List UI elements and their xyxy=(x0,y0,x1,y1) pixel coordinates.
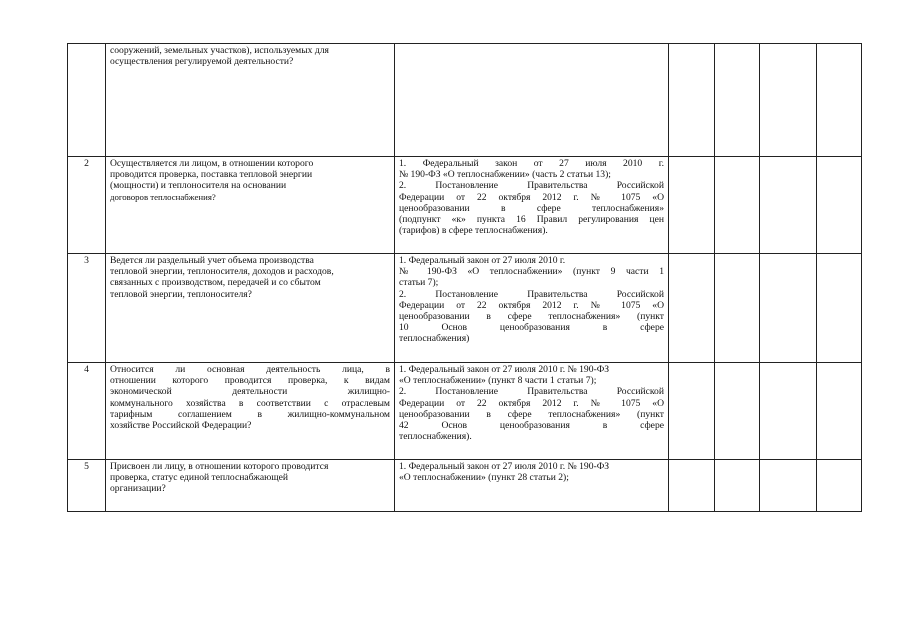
table-row xyxy=(68,157,862,254)
answer-na-cell[interactable] xyxy=(760,157,817,254)
reference-line: ценообразовании в сфере теплоснабжения» (пункт xyxy=(399,311,664,323)
answer-na-cell[interactable] xyxy=(760,363,817,460)
reference-line: Федерации от 22 октября 2012 г. № 1075 «О xyxy=(399,299,664,311)
note-cell[interactable] xyxy=(817,44,862,157)
reference-line: «О теплоснабжении» (пункт 28 статьи 2); xyxy=(399,472,569,484)
answer-yes-cell[interactable] xyxy=(669,254,715,363)
question-line: тепловой энергии, теплоносителя? xyxy=(110,288,252,300)
reference-line: 1. Федеральный закон от 27 июля 2010 г. xyxy=(399,158,664,169)
question-line: Присвоен ли лицу, в отношении которого проводится xyxy=(110,461,329,472)
reference-line: 10 Основ ценообразования в сфере xyxy=(399,322,664,334)
reference-line: (тарифов) в сфере теплоснабжения). xyxy=(399,225,548,237)
reference-line: 2. Постановление Правительства Российской xyxy=(399,288,664,300)
reference-cell xyxy=(395,460,669,512)
question-line: сооружений, земельных участков), используемых для xyxy=(110,45,329,56)
question-line: экономической деятельности жилищно- xyxy=(110,386,390,398)
reference-line: (подпункт «к» пункта 16 Правил регулирования цен xyxy=(399,214,664,226)
note-cell[interactable] xyxy=(817,460,862,512)
question-cell xyxy=(106,157,395,254)
question-line: отношении которого проводится проверка, к видам xyxy=(110,375,390,387)
reference-cell xyxy=(395,363,669,460)
note-cell[interactable] xyxy=(817,157,862,254)
reference-line: № 190-ФЗ «О теплоснабжении» (часть 2 статьи 13); xyxy=(399,169,611,181)
question-line: тарифным соглашением в жилищно-коммунальном xyxy=(110,408,390,420)
answer-yes-cell[interactable] xyxy=(669,363,715,460)
question-line: проверка, статус единой теплоснабжающей xyxy=(110,472,289,484)
question-line: Относится ли основная деятельность лица, в xyxy=(110,364,390,375)
table-row xyxy=(68,460,862,512)
reference-line: 1. Федеральный закон от 27 июля 2010 г. № 190-ФЗ xyxy=(399,364,610,375)
reference-line: теплоснабжения) xyxy=(399,333,470,345)
answer-yes-cell[interactable] xyxy=(669,157,715,254)
reference-line: 42 Основ ценообразования в сфере xyxy=(399,420,664,432)
question-line: (мощности) и теплоносителя на основании xyxy=(110,180,287,192)
reference-cell xyxy=(395,44,669,157)
answer-no-cell[interactable] xyxy=(715,254,760,363)
answer-no-cell[interactable] xyxy=(715,460,760,512)
note-cell[interactable] xyxy=(817,254,862,363)
answer-no-cell[interactable] xyxy=(715,157,760,254)
reference-line: Федерации от 22 октября 2012 г. № 1075 «О xyxy=(399,191,664,203)
reference-line: 1. Федеральный закон от 27 июля 2010 г. xyxy=(399,255,566,266)
reference-line: Федерации от 22 октября 2012 г. № 1075 «О xyxy=(399,397,664,409)
question-line: тепловой энергии, теплоносителя, доходов и расходов, xyxy=(110,266,334,278)
reference-line: теплоснабжения). xyxy=(399,431,472,443)
question-line: осуществления регулируемой деятельности? xyxy=(110,56,294,68)
question-cell xyxy=(106,254,395,363)
reference-line: статьи 7); xyxy=(399,277,439,289)
table-row xyxy=(68,363,862,460)
question-cell xyxy=(106,460,395,512)
answer-no-cell[interactable] xyxy=(715,363,760,460)
note-cell[interactable] xyxy=(817,363,862,460)
answer-yes-cell[interactable] xyxy=(669,460,715,512)
question-line: хозяйстве Российской Федерации? xyxy=(110,420,252,432)
question-line: договоров теплоснабжения? xyxy=(110,191,216,202)
row-number xyxy=(68,44,106,157)
reference-line: «О теплоснабжении» (пункт 8 части 1 статьи 7); xyxy=(399,375,597,387)
question-line: проводится проверка, поставка тепловой энергии xyxy=(110,169,313,181)
reference-line: 2. Постановление Правительства Российской xyxy=(399,386,664,398)
question-line: Ведется ли раздельный учет объема производства xyxy=(110,255,314,266)
reference-line: 2. Постановление Правительства Российской xyxy=(399,180,664,192)
question-line: Осуществляется ли лицом, в отношении которого xyxy=(110,158,314,169)
reference-line: 1. Федеральный закон от 27 июля 2010 г. № 190-ФЗ xyxy=(399,461,610,472)
question-cell xyxy=(106,363,395,460)
question-line: связанных с производством, передачей и со сбытом xyxy=(110,277,321,289)
reference-line: ценообразовании в сфере теплоснабжения» (пункт xyxy=(399,408,664,420)
reference-line: ценообразовании в сфере теплоснабжения» xyxy=(399,202,664,214)
reference-cell xyxy=(395,157,669,254)
answer-na-cell[interactable] xyxy=(760,44,817,157)
answer-yes-cell[interactable] xyxy=(669,44,715,157)
answer-na-cell[interactable] xyxy=(760,460,817,512)
checklist-table xyxy=(67,43,862,512)
answer-no-cell[interactable] xyxy=(715,44,760,157)
question-line: организации? xyxy=(110,483,166,495)
reference-line: № 190-ФЗ «О теплоснабжении» (пункт 9 части 1 xyxy=(399,266,664,278)
row-number: 2 xyxy=(68,157,106,254)
answer-na-cell[interactable] xyxy=(760,254,817,363)
row-number: 4 xyxy=(68,363,106,460)
question-line: коммунального хозяйства в соответствии с отраслевым xyxy=(110,397,390,409)
reference-cell xyxy=(395,254,669,363)
question-cell xyxy=(106,44,395,157)
row-number: 5 xyxy=(68,460,106,512)
table-row xyxy=(68,44,862,157)
table-row xyxy=(68,254,862,363)
row-number: 3 xyxy=(68,254,106,363)
